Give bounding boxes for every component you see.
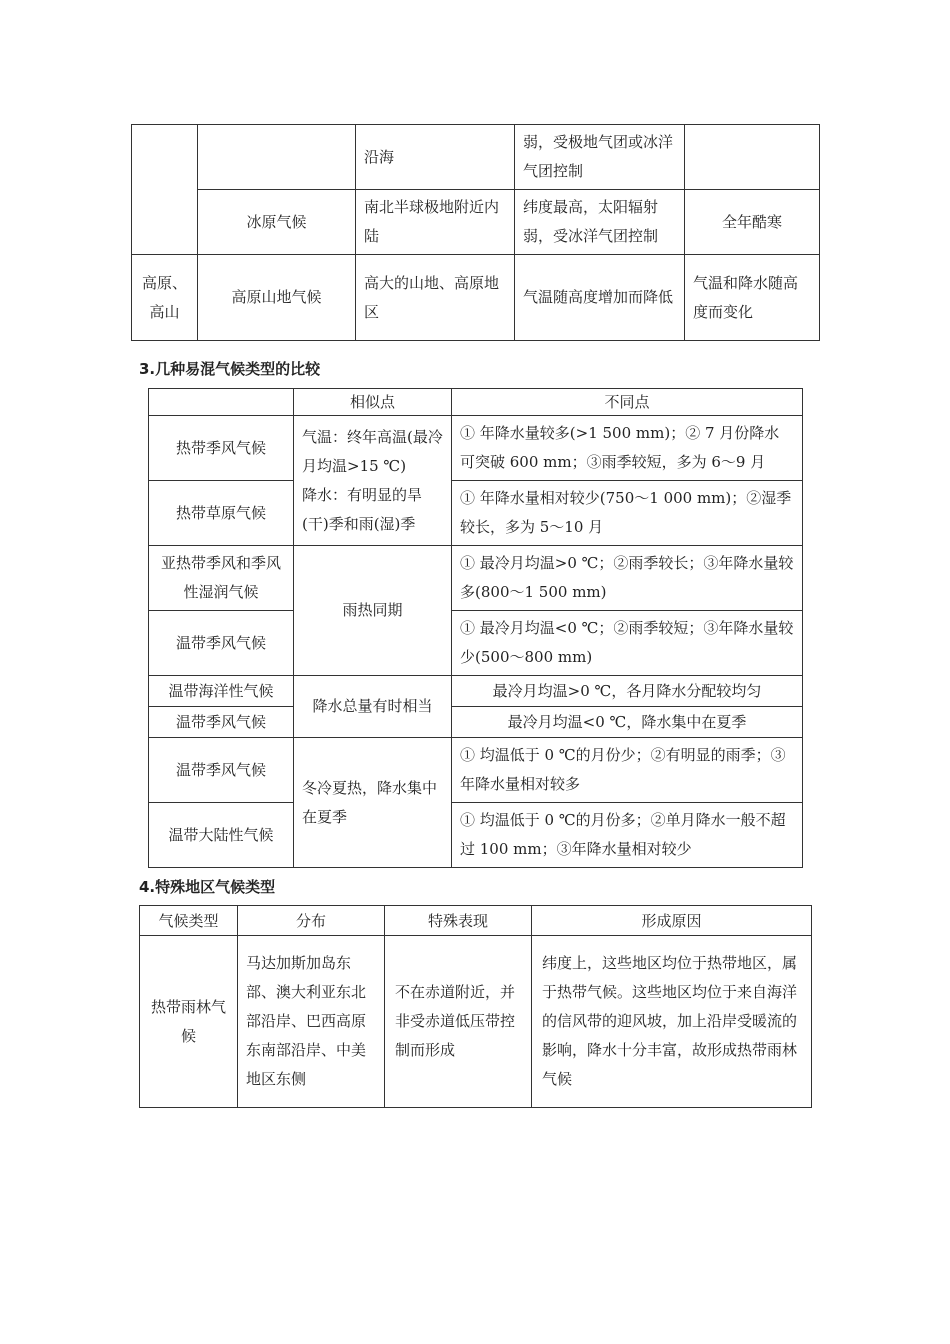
header-cell: 分布: [238, 906, 385, 936]
table1-cell-feature: 气温和降水随高度而变化: [685, 255, 820, 341]
similarity-cell: [294, 416, 452, 546]
table-row: [149, 738, 803, 803]
header-cell: 相似点: [294, 389, 452, 416]
table-row: [149, 546, 803, 611]
table1-cell-region: 高原、高山: [132, 255, 198, 341]
table1-cell-region: [132, 125, 198, 255]
table-1: [131, 124, 820, 341]
table-header-row: [140, 906, 812, 936]
difference-cell: ① 均温低于 0 ℃的月份多；②单月降水一般不超过 100 mm；③年降水量相对较少: [452, 803, 803, 868]
table1-cell-type: 高原山地气候: [198, 255, 356, 341]
header-cell: [149, 389, 294, 416]
similarity-cell: 冬冷夏热，降水集中在夏季: [294, 738, 452, 868]
section-3-title: 3.几种易混气候类型的比较: [139, 360, 321, 378]
special-climate-table: [139, 905, 812, 1108]
header-cell: 特殊表现: [385, 906, 532, 936]
distribution-cell: 马达加斯加岛东部、澳大利亚东北部沿岸、巴西高原东南部沿岸、中美地区东侧: [238, 936, 385, 1108]
feature-cell: 不在赤道附近，并非受赤道低压带控制而形成: [385, 936, 532, 1108]
difference-cell: 最冷月均温>0 ℃，各月降水分配较均匀: [452, 676, 803, 707]
similarity-precipitation: 降水：有明显的旱(干)季和雨(湿)季: [302, 485, 423, 533]
climate-name: 温带季风气候: [149, 707, 294, 738]
table-row: [140, 936, 812, 1108]
table-row: [149, 416, 803, 481]
header-cell: 气候类型: [140, 906, 238, 936]
climate-name: 温带海洋性气候: [149, 676, 294, 707]
table-row: [149, 481, 803, 546]
difference-cell: ① 最冷月均温<0 ℃；②雨季较短；③年降水量较少(500～800 mm): [452, 611, 803, 676]
climate-type-cell: 热带雨林气候: [140, 936, 238, 1108]
similarity-cell: 降水总量有时相当: [294, 676, 452, 738]
table-row: [132, 125, 820, 190]
comparison-table: [148, 388, 803, 868]
table1-cell-cause: 纬度最高，太阳辐射弱，受冰洋气团控制: [515, 190, 685, 255]
table-row: [149, 676, 803, 707]
difference-cell: 最冷月均温<0 ℃，降水集中在夏季: [452, 707, 803, 738]
climate-name: 亚热带季风和季风性湿润气候: [149, 546, 294, 611]
table-row: [149, 803, 803, 868]
table1-cell-cause: 气温随高度增加而降低: [515, 255, 685, 341]
climate-name: 热带季风气候: [149, 416, 294, 481]
section-4-title: 4.特殊地区气候类型: [139, 878, 276, 896]
table1-cell-cause: 弱，受极地气团或冰洋气团控制: [515, 125, 685, 190]
difference-cell: ① 年降水量相对较少(750～1 000 mm)；②湿季较长，多为 5～10 月: [452, 481, 803, 546]
climate-name: 热带草原气候: [149, 481, 294, 546]
table1-cell-type: 冰原气候: [198, 190, 356, 255]
climate-name: 温带季风气候: [149, 738, 294, 803]
difference-cell: ① 最冷月均温>0 ℃；②雨季较长；③年降水量较多(800～1 500 mm): [452, 546, 803, 611]
table-row: [149, 707, 803, 738]
table1-cell-type: [198, 125, 356, 190]
header-cell: 形成原因: [532, 906, 812, 936]
cause-cell: 纬度上，这些地区均位于热带地区，属于热带气候。这些地区均位于来自海洋的信风带的迎风坡，加上沿岸受暖流的影响，降水十分丰富，故形成热带雨林气候: [532, 936, 812, 1108]
table-row: [132, 190, 820, 255]
table1-cell-distribution: 沿海: [356, 125, 515, 190]
table-row: [149, 611, 803, 676]
header-cell: 不同点: [452, 389, 803, 416]
table1-cell-feature: [685, 125, 820, 190]
similarity-cell: 雨热同期: [294, 546, 452, 676]
table1-cell-distribution: 高大的山地、高原地区: [356, 255, 515, 341]
table1-cell-feature: 全年酷寒: [685, 190, 820, 255]
climate-name: 温带季风气候: [149, 611, 294, 676]
climate-name: 温带大陆性气候: [149, 803, 294, 868]
table1-cell-distribution: 南北半球极地附近内陆: [356, 190, 515, 255]
table-header-row: [149, 389, 803, 416]
table-row: [132, 255, 820, 341]
difference-cell: ① 年降水量较多(>1 500 mm)；② 7 月份降水可突破 600 mm；③雨季较短，多为 6～9 月: [452, 416, 803, 481]
difference-cell: ① 均温低于 0 ℃的月份少；②有明显的雨季；③年降水量相对较多: [452, 738, 803, 803]
similarity-temperature: 气温：终年高温(最冷月均温>15 ℃): [302, 427, 443, 475]
